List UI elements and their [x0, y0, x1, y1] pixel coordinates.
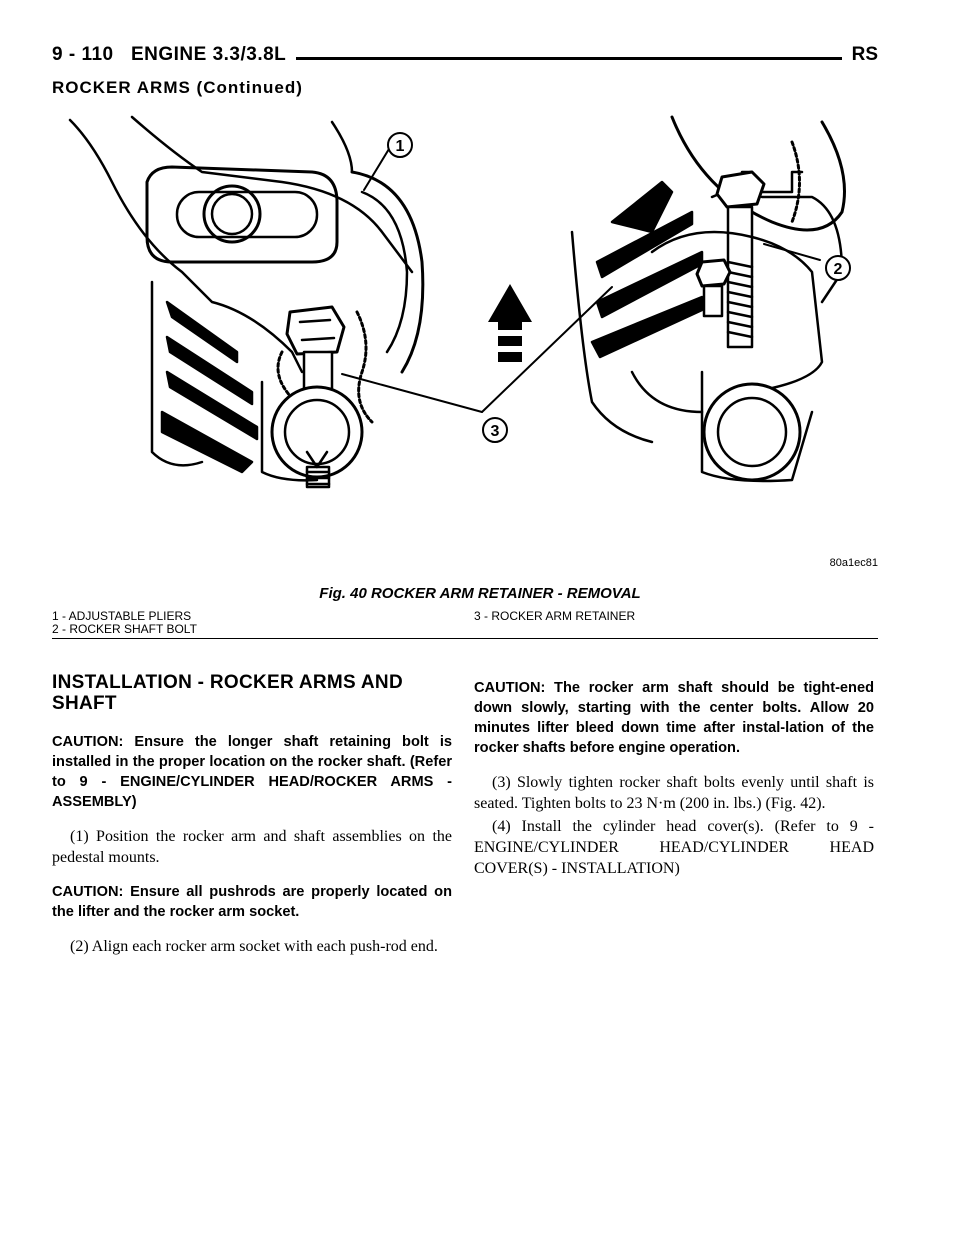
figure-legend-col1: [52, 610, 197, 636]
caution-pushrods: CAUTION: Ensure all pushrods are properly located on the lifter and the rocker arm socket.: [52, 884, 452, 920]
step-1: (1) Position the rocker arm and shaft assemblies on the pedestal mounts.: [52, 828, 452, 866]
header-code: RS: [842, 44, 878, 66]
rocker-arm-illustration: [52, 112, 878, 582]
callout-3: [483, 418, 507, 442]
step-3: (3) Slowly tighten rocker shaft bolts evenly until shaft is seated. Tighten bolts to 23 N·m (200 in. lbs.) (Fig. 42).: [474, 774, 874, 812]
figure-caption: Fig. 40 ROCKER ARM RETAINER - REMOVAL: [319, 585, 641, 602]
figure-divider: [52, 638, 878, 639]
section-title: ROCKER ARMS (Continued): [52, 78, 303, 97]
left-column: [52, 672, 452, 971]
header-title: ENGINE 3.3/3.8L: [130, 44, 287, 65]
page-header: [52, 44, 878, 70]
callout-2: [826, 256, 850, 280]
header-left: [52, 44, 296, 66]
callout-1: [388, 133, 412, 157]
caution-tighten-slowly: CAUTION: The rocker arm shaft should be tight-ened down slowly, starting with the center bolts. Allow 20 minutes lifter bleed down time after instal-lation of the rocker shafts before engine operation.: [474, 680, 874, 756]
direction-arrow: [488, 284, 532, 362]
installation-heading: INSTALLATION - ROCKER ARMS AND SHAFT: [52, 672, 403, 714]
legend-item: 3 - ROCKER ARM RETAINER: [474, 609, 636, 623]
caution-longer-bolt: CAUTION: Ensure the longer shaft retaining bolt is installed in the proper location on the rocker shaft. (Refer to 9 - ENGINE/CYLINDER HEAD/ROCKER ARMS - ASSEMBLY): [52, 734, 452, 810]
callout-1-label: 1: [395, 138, 405, 155]
left-assembly: [70, 117, 423, 487]
figure-image-code: 80a1ec81: [829, 557, 878, 569]
callout-2-label: 2: [833, 261, 843, 278]
step-2: (2) Align each rocker arm socket with each push-rod end.: [70, 938, 438, 955]
page-ref: 9 - 110: [52, 44, 114, 65]
legend-item: 1 - ADJUSTABLE PLIERS: [52, 609, 192, 623]
right-assembly: [572, 117, 845, 481]
callout-3-label: 3: [490, 423, 500, 440]
right-column: [474, 678, 874, 893]
step-4: (4) Install the cylinder head cover(s). (Refer to 9 - ENGINE/CYLINDER HEAD/CYLINDER HEAD COVER(S) - INSTALLATION): [474, 818, 874, 877]
legend-item: 2 - ROCKER SHAFT BOLT: [52, 622, 197, 636]
figure-legend-col2: [474, 610, 635, 623]
